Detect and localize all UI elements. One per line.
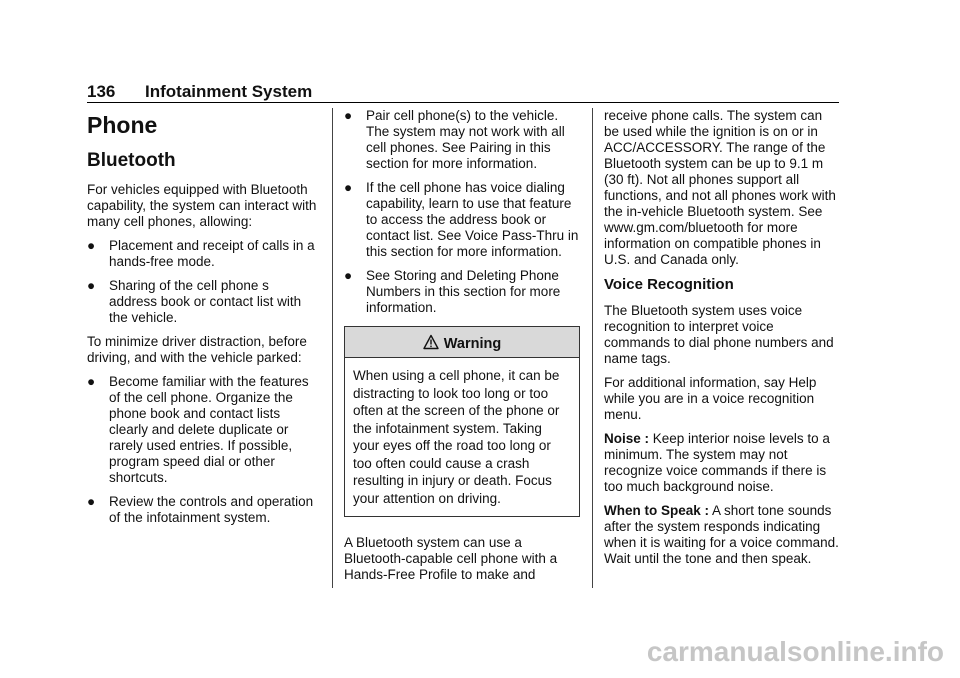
warning-box	[344, 326, 580, 517]
noise-label: Noise :	[604, 431, 650, 446]
list-item	[87, 494, 320, 526]
list-item-text: If the cell phone has voice dialing capability, learn to use that feature to access the address book or contact list. See Voice Pass-Thru in this section for more information.	[366, 180, 579, 259]
paragraph: A Bluetooth system can use a Bluetooth-capable cell phone with a Hands-Free Profile to make and	[344, 535, 558, 582]
speak-label: When to Speak :	[604, 503, 710, 518]
list-item	[87, 374, 320, 486]
bullet-icon: ●	[87, 494, 96, 509]
watermark: carmanualsonline.info	[646, 636, 944, 667]
paragraph: For additional information, say Help while you are in a voice recognition menu.	[604, 375, 817, 422]
list-item-text: Pair cell phone(s) to the vehicle. The system may not work with all cell phones. See Pairing in this section for more information.	[366, 108, 565, 171]
list-item	[344, 108, 580, 172]
list-item	[344, 180, 580, 260]
list-item-text: Sharing of the cell phone s address book or contact list with the vehicle.	[109, 278, 302, 325]
paragraph: To minimize driver distraction, before driving, and with the vehicle parked:	[87, 334, 307, 365]
list-item	[87, 278, 320, 326]
warning-header	[345, 327, 579, 358]
noise-paragraph	[604, 431, 840, 495]
bullet-icon: ●	[344, 268, 353, 283]
noise-text: Keep interior noise levels to a minimum. The system may not recognize voice commands if there is too much background noise.	[604, 431, 830, 494]
section-title: Phone	[87, 112, 158, 138]
speak-paragraph	[604, 503, 840, 567]
section-heading: Voice Recognition	[604, 276, 734, 293]
bullet-icon: ●	[87, 238, 96, 253]
speak-text: A short tone sounds after the system responds indicating when it is waiting for a voice command. Wait until the tone and then speak.	[604, 503, 839, 566]
chapter-title: Infotainment System	[145, 82, 313, 101]
warning-title: Warning	[443, 336, 502, 352]
header-divider	[87, 102, 839, 103]
list-item	[87, 238, 320, 270]
list-item-text: Become familiar with the features of the cell phone. Organize the phone book and contact lists clearly and delete duplicate or rarely used entries. If possible, program speed dial or other shortcuts.	[109, 374, 309, 485]
warning-body: When using a cell phone, it can be distracting to look too long or too often at the screen of the phone or the infotainment system. Taking your eyes off the road too long or too often could cause a crash resulting in injury or death. Focus your attention on driving.	[353, 368, 560, 506]
bullet-icon: ●	[344, 180, 353, 195]
paragraph: The Bluetooth system uses voice recognition to interpret voice commands to dial phone numbers and name tags.	[604, 303, 834, 366]
bullet-icon: ●	[87, 278, 96, 293]
column-divider-1	[332, 108, 333, 588]
page-header	[87, 82, 312, 102]
column-3	[604, 108, 840, 575]
list-item-text: Review the controls and operation of the infotainment system.	[109, 494, 314, 525]
list-item	[344, 268, 580, 316]
intro-paragraph: For vehicles equipped with Bluetooth capability, the system can interact with many cell phones, allowing:	[87, 182, 317, 229]
column-divider-2	[592, 108, 593, 588]
column-1	[87, 108, 320, 534]
list-item-text: See Storing and Deleting Phone Numbers in this section for more information.	[366, 268, 561, 315]
bullet-icon: ●	[344, 108, 353, 123]
page-number: 136	[87, 82, 116, 101]
bullet-icon: ●	[87, 374, 96, 389]
warning-icon	[423, 334, 439, 350]
section-subtitle: Bluetooth	[87, 150, 176, 171]
list-item-text: Placement and receipt of calls in a hands-free mode.	[109, 238, 315, 269]
column-2	[344, 108, 580, 591]
paragraph: receive phone calls. The system can be used while the ignition is on or in ACC/ACCESSORY. The range of the Bluetooth system can be up to 9.1 m (30 ft). Not all phones support all functions, and not all phones work with the in-vehicle Bluetooth system. See www.gm.com/bluetooth for more information on compatible phones in U.S. and Canada only.	[604, 108, 836, 267]
